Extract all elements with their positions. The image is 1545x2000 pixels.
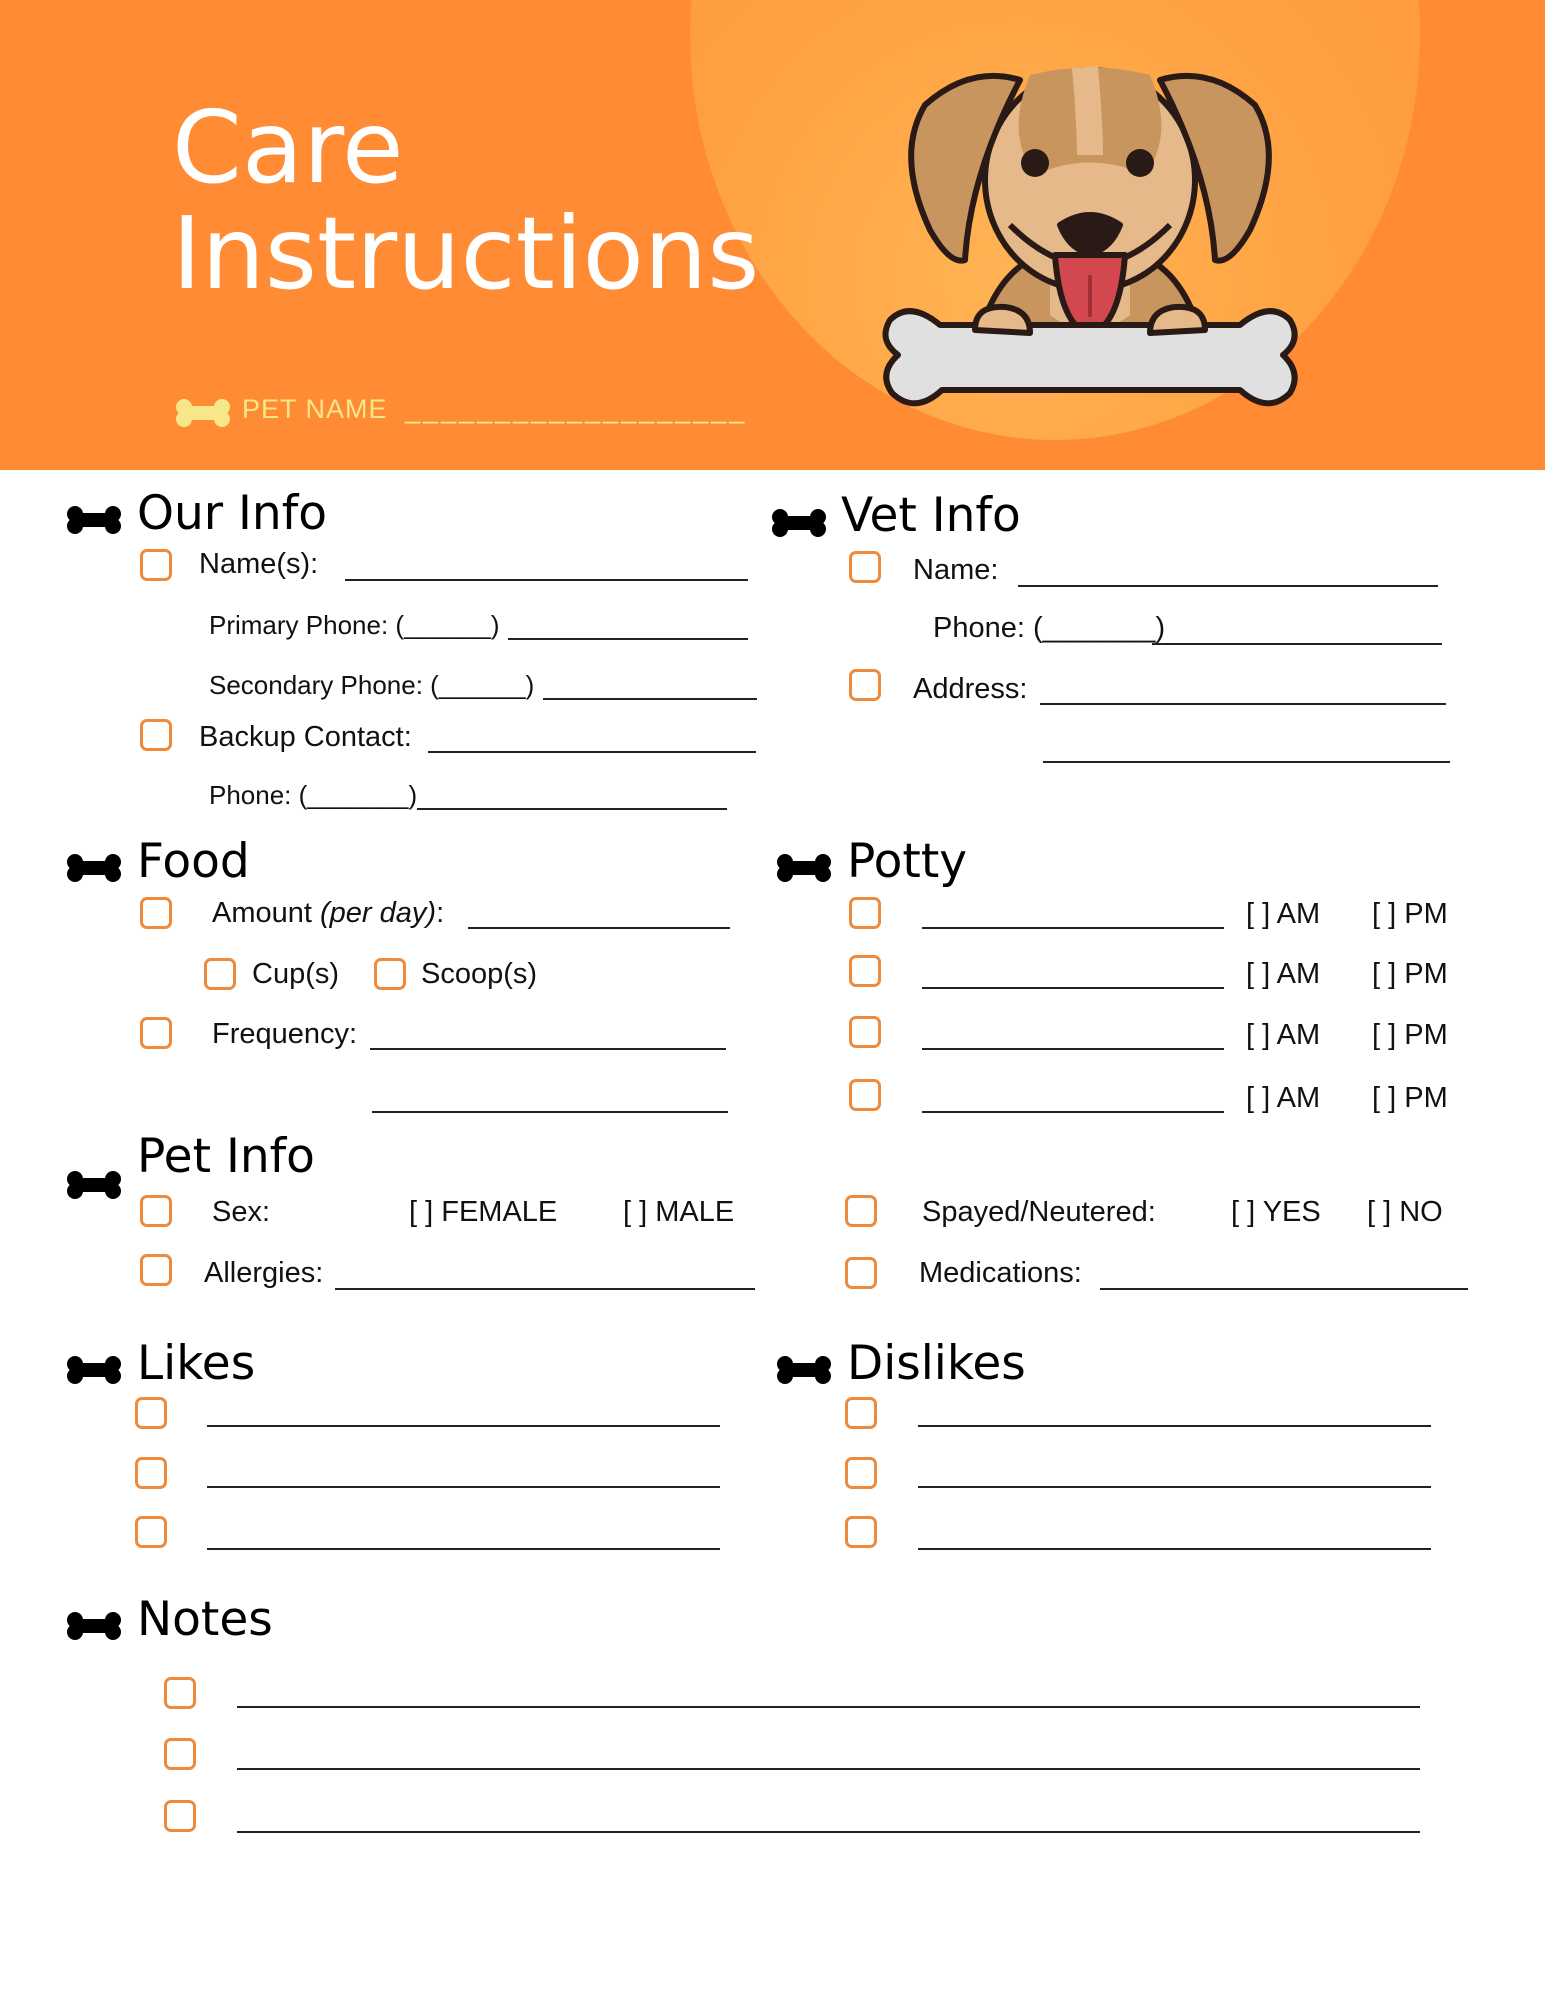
bone-icon (776, 853, 832, 883)
vet-info-heading: Vet Info (841, 488, 1021, 543)
frequency-line-1[interactable] (370, 1048, 726, 1050)
bone-icon (175, 398, 231, 428)
amount-label-colon: : (436, 897, 445, 929)
scoops-checkbox[interactable] (374, 958, 406, 990)
notes-line-3-checkbox[interactable] (164, 1800, 196, 1832)
vet-address-line-1[interactable] (1040, 703, 1446, 705)
bone-icon (66, 1170, 122, 1200)
dislikes-item-3-checkbox[interactable] (845, 1516, 877, 1548)
potty-row-2-pm[interactable]: [ ] PM (1372, 958, 1448, 990)
amount-checkbox[interactable] (140, 897, 172, 929)
potty-row-1-checkbox[interactable] (849, 897, 881, 929)
name-label: Name(s): (199, 548, 319, 580)
pet-name-field[interactable]: ___________________ (405, 394, 748, 424)
amount-line[interactable] (468, 927, 730, 929)
notes-heading: Notes (137, 1592, 273, 1647)
vet-address-line-2[interactable] (1043, 761, 1450, 763)
medications-checkbox[interactable] (845, 1257, 877, 1289)
amount-label-text: Amount (212, 897, 312, 929)
potty-row-1-pm[interactable]: [ ] PM (1372, 898, 1448, 930)
potty-row-2-checkbox[interactable] (849, 955, 881, 987)
sex-label: Sex: (212, 1196, 271, 1228)
primary-phone-line[interactable] (508, 638, 748, 640)
potty-row-3-am[interactable]: [ ] AM (1246, 1019, 1321, 1051)
bone-icon (66, 505, 122, 535)
vet-name-checkbox[interactable] (849, 551, 881, 583)
amount-label (212, 899, 444, 928)
sex-checkbox[interactable] (140, 1195, 172, 1227)
bone-icon (66, 853, 122, 883)
potty-row-3-line[interactable] (922, 1048, 1224, 1050)
bone-icon (771, 508, 827, 538)
secondary-phone-line[interactable] (543, 698, 757, 700)
page-title: Care Instructions (172, 89, 760, 312)
likes-item-1-line[interactable] (207, 1425, 720, 1427)
potty-row-2-line[interactable] (922, 987, 1224, 989)
frequency-label: Frequency: (212, 1018, 358, 1050)
potty-row-4-checkbox[interactable] (849, 1079, 881, 1111)
dog-with-bone-illustration (880, 55, 1300, 455)
secondary-phone-label: Secondary Phone: (______) (209, 670, 535, 700)
cups-label: Cup(s) (252, 958, 340, 990)
dislikes-item-2-line[interactable] (918, 1486, 1431, 1488)
potty-row-4-pm[interactable]: [ ] PM (1372, 1082, 1448, 1114)
bone-icon (66, 1355, 122, 1385)
vet-name-line[interactable] (1018, 585, 1438, 587)
medications-label: Medications: (919, 1257, 1082, 1289)
notes-line-2-checkbox[interactable] (164, 1738, 196, 1770)
backup-phone-label: Phone: (_______) (209, 780, 418, 810)
vet-address-checkbox[interactable] (849, 669, 881, 701)
bone-icon (66, 1611, 122, 1641)
likes-item-3-checkbox[interactable] (135, 1516, 167, 1548)
our-info-heading: Our Info (137, 486, 327, 541)
spayed-no-option[interactable]: [ ] NO (1367, 1196, 1443, 1228)
backup-contact-label: Backup Contact: (199, 721, 412, 753)
vet-address-label: Address: (913, 673, 1028, 705)
amount-label-italic: (per day) (320, 897, 437, 929)
medications-line[interactable] (1100, 1288, 1468, 1290)
name-checkbox[interactable] (140, 549, 172, 581)
potty-row-4-am[interactable]: [ ] AM (1246, 1082, 1321, 1114)
potty-row-2-am[interactable]: [ ] AM (1246, 958, 1321, 990)
notes-line-1-checkbox[interactable] (164, 1677, 196, 1709)
allergies-label: Allergies: (204, 1257, 324, 1289)
potty-row-3-checkbox[interactable] (849, 1016, 881, 1048)
frequency-line-2[interactable] (372, 1111, 728, 1113)
potty-heading: Potty (847, 834, 968, 889)
potty-row-1-am[interactable]: [ ] AM (1246, 898, 1321, 930)
likes-heading: Likes (137, 1336, 256, 1391)
frequency-checkbox[interactable] (140, 1017, 172, 1049)
dislikes-item-1-checkbox[interactable] (845, 1397, 877, 1429)
dislikes-item-3-line[interactable] (918, 1548, 1431, 1550)
notes-line-2[interactable] (237, 1768, 1420, 1770)
vet-name-label: Name: (913, 554, 999, 586)
scoops-label: Scoop(s) (421, 958, 538, 990)
likes-item-2-line[interactable] (207, 1486, 720, 1488)
vet-phone-label: Phone: (_______) (933, 612, 1166, 644)
backup-contact-checkbox[interactable] (140, 719, 172, 751)
sex-male-option[interactable]: [ ] MALE (623, 1196, 735, 1228)
cups-checkbox[interactable] (204, 958, 236, 990)
dislikes-item-2-checkbox[interactable] (845, 1457, 877, 1489)
likes-item-1-checkbox[interactable] (135, 1397, 167, 1429)
dislikes-heading: Dislikes (847, 1336, 1026, 1391)
pet-name-label: PET NAME (242, 394, 388, 424)
potty-row-4-line[interactable] (922, 1111, 1224, 1113)
dislikes-item-1-line[interactable] (918, 1425, 1431, 1427)
allergies-line[interactable] (335, 1288, 755, 1290)
backup-contact-line[interactable] (428, 751, 756, 753)
backup-phone-line[interactable] (417, 808, 727, 810)
spayed-label: Spayed/Neutered: (922, 1196, 1156, 1228)
name-line[interactable] (345, 579, 748, 581)
pet-info-heading: Pet Info (137, 1129, 315, 1184)
bone-icon (776, 1355, 832, 1385)
potty-row-1-line[interactable] (922, 927, 1224, 929)
allergies-checkbox[interactable] (140, 1254, 172, 1286)
spayed-yes-option[interactable]: [ ] YES (1231, 1196, 1321, 1228)
likes-item-3-line[interactable] (207, 1548, 720, 1550)
food-heading: Food (137, 834, 250, 889)
likes-item-2-checkbox[interactable] (135, 1457, 167, 1489)
potty-row-3-pm[interactable]: [ ] PM (1372, 1019, 1448, 1051)
primary-phone-label: Primary Phone: (______) (209, 610, 500, 640)
notes-line-3[interactable] (237, 1831, 1420, 1833)
notes-line-1[interactable] (237, 1706, 1420, 1708)
vet-phone-line[interactable] (1152, 643, 1442, 645)
sex-female-option[interactable]: [ ] FEMALE (409, 1196, 558, 1228)
header-banner (0, 0, 1545, 470)
spayed-checkbox[interactable] (845, 1195, 877, 1227)
